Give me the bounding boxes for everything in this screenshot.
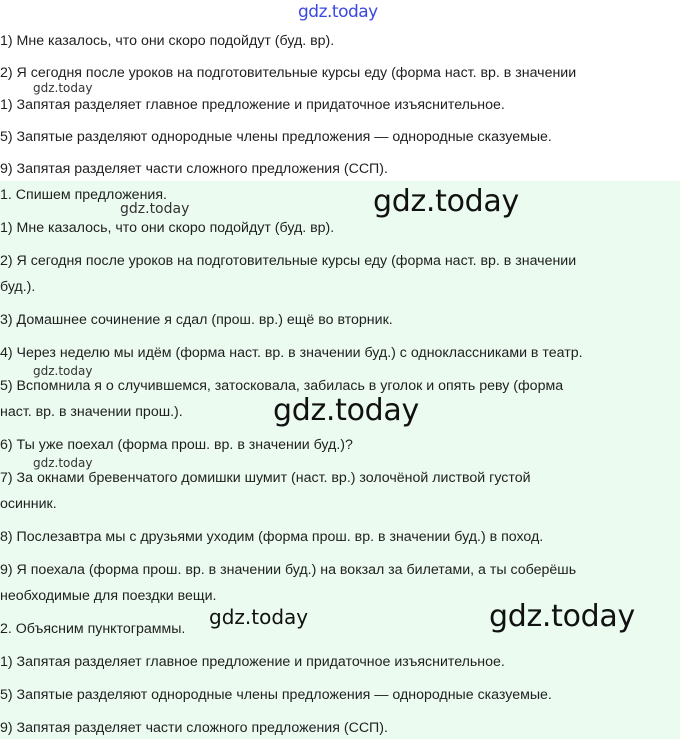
- watermark-small: gdz.today: [120, 201, 190, 217]
- sentence-line: необходимые для поездки вещи.: [0, 588, 217, 604]
- watermark-small: gdz.today: [33, 81, 93, 95]
- preview-line: 9) Запятая разделяет части сложного предложения (ССП).: [0, 161, 388, 177]
- sentence-line: 5) Вспомнила я о случившемся, затосковала, забилась в уголок и опять реву (форма: [0, 378, 564, 394]
- sentence-line: 8) Послезавтра мы с друзьями уходим (форма прош. вр. в значении буд.) в поход.: [0, 529, 544, 545]
- sentence-line: наст. вр. в значении прош.).: [0, 404, 183, 420]
- part1-title: 1. Спишем предложения.: [0, 187, 167, 203]
- sentence-line: буд.).: [0, 279, 36, 295]
- preview-line: 1) Запятая разделяет главное предложение и придаточное изъяснительное.: [0, 97, 505, 113]
- sentence-line: 2) Я сегодня после уроков на подготовительные курсы еду (форма наст. вр. в значении: [0, 253, 577, 269]
- watermark-small: gdz.today: [33, 364, 93, 378]
- preview-line: 2) Я сегодня после уроков на подготовительные курсы еду (форма наст. вр. в значении: [0, 65, 577, 81]
- watermark-large: gdz.today: [373, 184, 519, 219]
- watermark-top: gdz.today: [298, 2, 378, 22]
- preview-line: 1) Мне казалось, что они скоро подойдут (буд. вр).: [0, 33, 335, 49]
- sentence-line: осинник.: [0, 496, 57, 512]
- sentence-line: 7) За окнами бревенчатого домишки шумит (наст. вр.) золочёной листвой густой: [0, 470, 531, 486]
- watermark-medium: gdz.today: [209, 605, 309, 629]
- sentence-line: 6) Ты уже поехал (форма прош. вр. в значении буд.)?: [0, 437, 353, 453]
- sentence-line: 9) Я поехала (форма прош. вр. в значении буд.) на вокзал за билетами, а ты соберёшь: [0, 562, 577, 578]
- sentence-line: 4) Через неделю мы идём (форма наст. вр. в значении буд.) с одноклассниками в театр.: [0, 345, 583, 361]
- watermark-large: gdz.today: [489, 599, 635, 634]
- part2-title: 2. Объясним пунктограммы.: [0, 621, 186, 637]
- watermark-large: gdz.today: [273, 393, 419, 428]
- watermark-small: gdz.today: [33, 456, 93, 470]
- preview-line: 5) Запятые разделяют однородные члены предложения — однородные сказуемые.: [0, 129, 552, 145]
- punctogram-line: 1) Запятая разделяет главное предложение и придаточное изъяснительное.: [0, 654, 505, 670]
- sentence-line: 1) Мне казалось, что они скоро подойдут (буд. вр).: [0, 220, 335, 236]
- punctogram-line: 5) Запятые разделяют однородные члены предложения — однородные сказуемые.: [0, 687, 552, 703]
- punctogram-line: 9) Запятая разделяет части сложного предложения (ССП).: [0, 720, 388, 736]
- sentence-line: 3) Домашнее сочинение я сдал (прош. вр.) ещё во вторник.: [0, 312, 393, 328]
